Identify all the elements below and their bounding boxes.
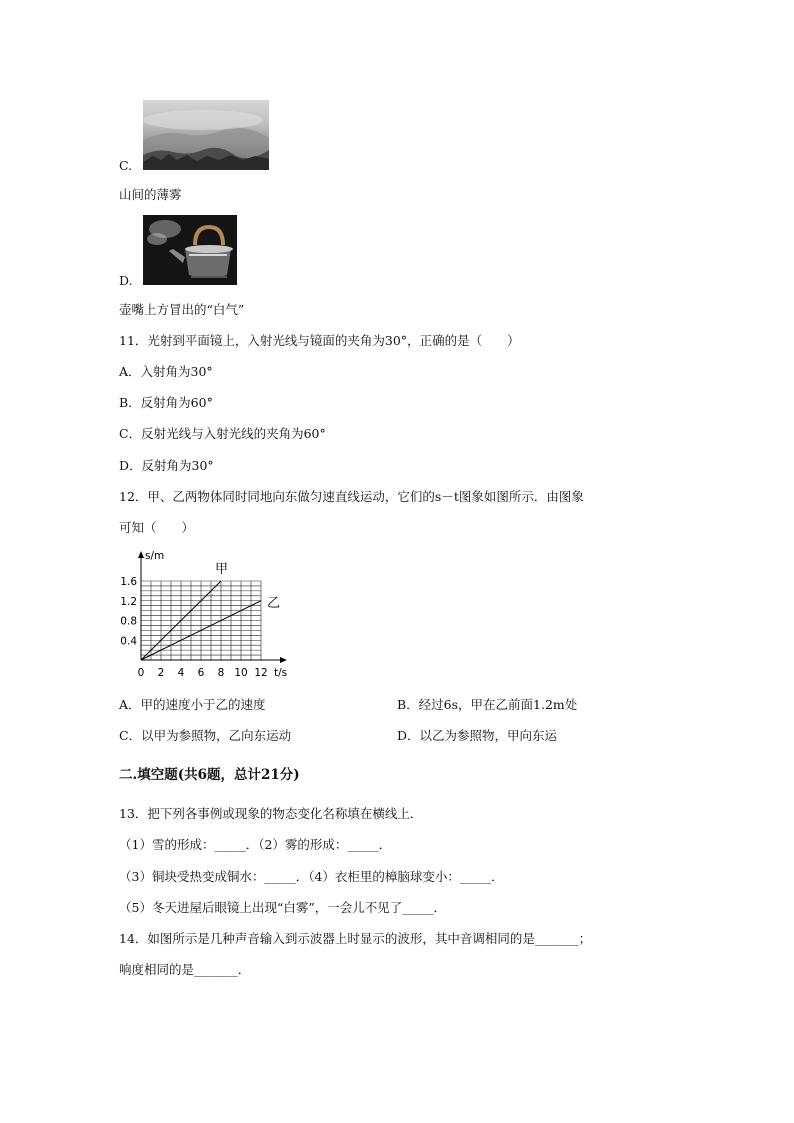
q11-option-d: D．反射角为30° bbox=[119, 458, 214, 473]
q13-line2: （3）铜块受热变成铜水：_____．（4）衣柜里的樟脑球变小：_____． bbox=[119, 869, 504, 884]
y-tick-label: 0.8 bbox=[120, 615, 137, 628]
st-graph bbox=[112, 548, 302, 686]
kettle-steam-photo bbox=[143, 215, 237, 285]
q13-line3: （5）冬天进屋后眼镜上出现“白雾”，一会儿不见了_____． bbox=[119, 900, 446, 915]
x-tick-label: 6 bbox=[197, 667, 205, 679]
x-axis-arrow bbox=[280, 657, 287, 663]
q12-option-c: C．以甲为参照物，乙向东运动 bbox=[119, 728, 292, 743]
q14-line1: 14．如图所示是几种声音输入到示波器上时显示的波形，其中音调相同的是_______； bbox=[119, 931, 592, 946]
x-tick-label: 8 bbox=[217, 667, 225, 679]
option-d-caption: 壶嘴上方冒出的“白气” bbox=[119, 302, 245, 317]
q13-stem: 13．把下列各事例或现象的物态变化名称填在横线上． bbox=[119, 806, 423, 821]
x-tick-label: 0 bbox=[137, 667, 145, 679]
q12-stem-line2: 可知（ ） bbox=[119, 520, 195, 535]
option-c-letter: C. bbox=[119, 158, 133, 173]
q14-line2: 响度相同的是_______． bbox=[119, 962, 251, 977]
y-axis-label: s/m bbox=[145, 550, 165, 562]
option-d-letter: D. bbox=[119, 273, 133, 288]
q12-option-a: A．甲的速度小于乙的速度 bbox=[119, 697, 266, 712]
q12-option-b: B．经过6s，甲在乙前面1.2m处 bbox=[397, 697, 578, 712]
x-tick-label: 2 bbox=[157, 667, 165, 679]
x-tick-label: 4 bbox=[177, 667, 185, 679]
mist-mountain-photo bbox=[143, 100, 269, 170]
y-axis-arrow bbox=[138, 551, 144, 558]
q11-option-a: A．入射角为30° bbox=[119, 364, 213, 379]
q12-option-d: D．以乙为参照物，甲向东运 bbox=[397, 728, 558, 743]
y-tick-label: 1.2 bbox=[120, 595, 137, 608]
series-label-jia: 甲 bbox=[215, 562, 229, 577]
x-tick-label: 10 bbox=[234, 667, 248, 679]
y-tick-label: 1.6 bbox=[120, 576, 137, 588]
q11-option-c: C．反射光线与入射光线的夹角为60° bbox=[119, 426, 326, 441]
option-c-caption: 山间的薄雾 bbox=[119, 187, 182, 202]
q11-stem: 11．光射到平面镜上，入射光线与镜面的夹角为30°，正确的是（ ） bbox=[119, 333, 520, 348]
y-tick-label: 0.4 bbox=[120, 635, 137, 648]
x-tick-label: 12 bbox=[254, 667, 268, 679]
section-heading: 二.填空题(共6题，总计21分) bbox=[119, 767, 300, 783]
q11-option-b: B．反射角为60° bbox=[119, 395, 213, 410]
q13-line1: （1）雪的形成：_____．（2）雾的形成：_____． bbox=[119, 837, 392, 852]
q12-stem-line1: 12．甲、乙两物体同时同地向东做匀速直线运动，它们的s－t图象如图所示．由图象 bbox=[119, 489, 584, 504]
series-label-yi: 乙 bbox=[267, 595, 281, 611]
x-axis-label: t/s bbox=[274, 667, 288, 679]
